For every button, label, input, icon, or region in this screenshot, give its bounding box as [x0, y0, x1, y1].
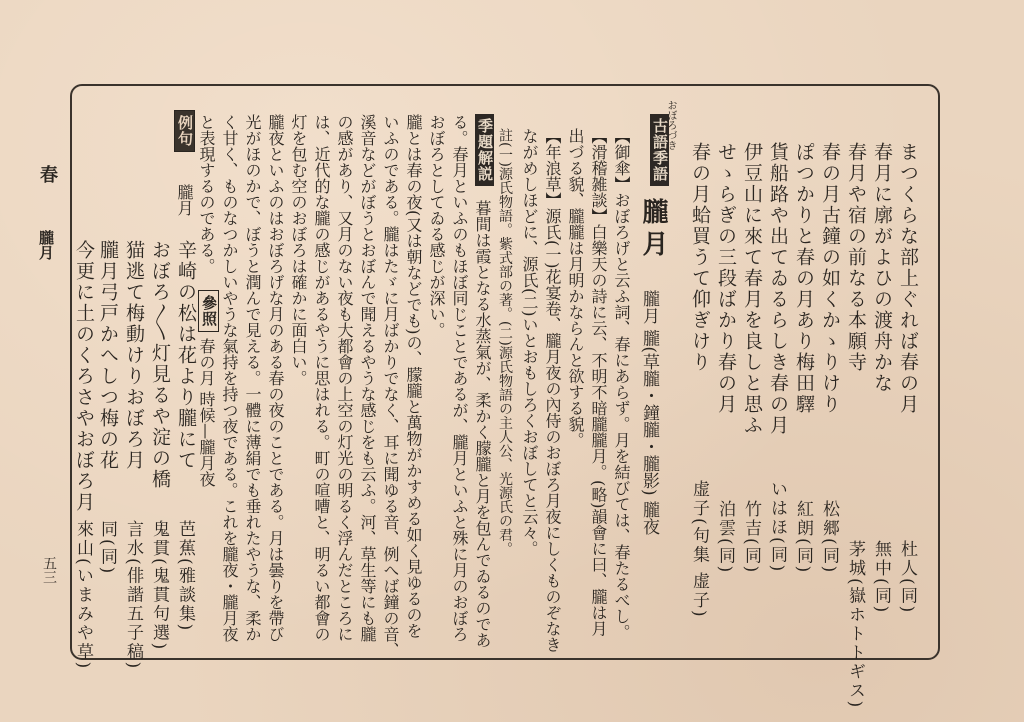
haiku-author: いはほ(同) [767, 480, 787, 574]
reference-badge: 參照 [198, 290, 219, 332]
haiku-line: まつくらな部上ぐれば春の月 [897, 142, 919, 415]
title-ruby: おぼろづき [665, 100, 676, 150]
explanation-line: は、近代的な朧の感じがあるやうに思はれる。町の喧嘈と、明るい都會の [312, 114, 331, 642]
prose-line: 【滑稽雑談】白樂天の詩に云、不明不暗朧朧月。(略)韻會に曰、朧は月 [589, 128, 608, 637]
prose-note: 註(一)源氏物語。紫式部の著。(二)源氏物語の主人公、光源氏の君。 [497, 128, 513, 556]
prose-line: 出づる貌、朧朧は月明かならんと欲する貌。 [566, 128, 585, 448]
example-author: 鬼貫(鬼貫句選) [149, 520, 169, 652]
haiku-line: 春月に廓がよひの渡舟かな [871, 142, 893, 394]
example-haiku-last: 今更に土のくろさやおぼろ月 [73, 240, 95, 513]
haiku-author: 松郷(同) [819, 500, 839, 575]
haiku-line: 春の月蛤買うて仰ぎけり [689, 142, 711, 373]
example-haiku: 朧月弓戸かへしつ梅の花 [97, 240, 119, 471]
haiku-author: 虚子(句集 虚子) [689, 480, 709, 619]
related-terms-line: 朧月 朧(草朧・鐘朧・朧影) 朧夜 [639, 290, 659, 536]
explanation-line: 朧夜といふのはおぼろげな月のある春の夜のことである。月は曇りを帶び [266, 114, 285, 642]
example-author: 芭蕉(雅談集) [175, 520, 195, 633]
haiku-line: せゝらぎの三段ばかり春の月 [715, 142, 737, 415]
example-author: 同(同) [97, 520, 117, 576]
haiku-author: 杜人(同) [897, 540, 917, 615]
explanation-line: と表現するのである。 [197, 114, 216, 274]
haiku-author: 無中(同) [871, 540, 891, 615]
section-badge-explanation: 季題解説 [475, 114, 494, 186]
explanation-line: おぼろとしてゐる感じが深い。 [427, 114, 446, 338]
example-haiku: おぼろ〳〵灯見るや淀の橋 [149, 240, 171, 490]
haiku-author: 茅城(嶽ホトトギス) [845, 540, 865, 710]
haiku-author: 紅朗(同) [793, 500, 813, 575]
explanation-line: の感があり、又月のない夜も大都會の上空の灯光の明るく浮んだところに [335, 114, 354, 642]
explanation-line: 灯を包む空のおぼろは確かに面白い。 [289, 114, 308, 386]
haiku-author: 竹吉(同) [741, 500, 761, 575]
example-haiku: 猫逃て梅動けりおぼろ月 [123, 240, 145, 471]
haiku-line: 伊豆山に來て春月を良しと思ふ [741, 142, 763, 436]
prose-line: ながめしほどに、源氏(二)いとおもしろくおぼしてと云々。 [520, 128, 539, 557]
running-head-section: 春 [37, 165, 58, 183]
example-haiku: 辛崎の松は花より朧にて [175, 240, 197, 471]
explanation-line: 光がほのかで、ぼうと潤んで見える。一體に薄絹でも垂れたやうな、柔か [243, 114, 262, 642]
examples-label: 朧月 [175, 184, 194, 216]
running-head-topic: 朧月 [37, 230, 55, 260]
explanation-line: く甘く、ものなつかしいやうな氣持を持つ夜である。これを朧夜・朧月夜 [220, 114, 239, 642]
page-number: 五三 [41, 556, 57, 584]
prose-line: 【年浪草】源氏(一)花宴卷、朧月夜の內侍のおぼろ月夜にしくものぞなき [543, 128, 562, 653]
prose-line: 【御傘】おぼろげと云ふ詞、春にあらず。月を結びては、春たるべし。 [612, 128, 631, 640]
explanation-line: る。春月といふのもほぼ同じことであるが、朧月といふと殊に月のおぼろ [450, 114, 469, 642]
example-author: 來山(いまみや草) [73, 520, 93, 671]
explanation-line: 朧とは春の夜(又は朝などでも)の、朦朧と萬物がかすめる如く見ゆるのを [404, 114, 423, 639]
explanation-line: 暮間は霞となる水蒸氣が、柔かく朦朧と月を包んでゐるのであ [473, 200, 492, 648]
section-badge-archaic: 古語季語 [650, 114, 669, 186]
haiku-line: 貨船路や出てゐるらしき春の月 [767, 142, 789, 436]
examples-badge: 例句 [174, 110, 195, 152]
haiku-line: 春の月古鐘の如くかゝりけり [819, 142, 841, 415]
explanation-line: 溪音などがぼうとおぼんで聞えるやうな感じをも云ふ。河、草生等にも朧 [358, 114, 377, 642]
page-title: 朧月 [638, 198, 668, 262]
example-author: 言水(俳諧五子稿) [123, 520, 143, 671]
reference-text: 春の月 時候—朧月夜 [197, 338, 216, 488]
haiku-line: 春月や宿の前なる本願寺 [845, 142, 867, 373]
haiku-line: ぽつかりと春の月あり梅田驛 [793, 142, 815, 415]
explanation-line: いふのである。朧はたゞに月ばかりでなく、耳に聞ゆる音、例へば鐘の音、 [381, 114, 400, 658]
haiku-author: 泊雲(同) [715, 500, 735, 575]
